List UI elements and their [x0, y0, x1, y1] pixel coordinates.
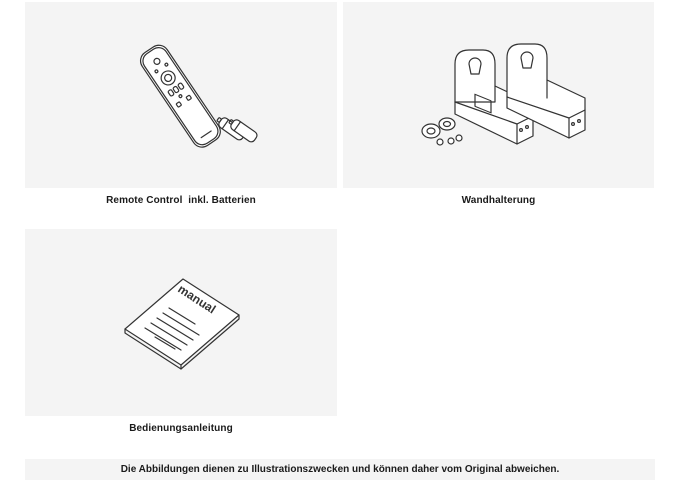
manual-caption: Bedienungsanleitung — [129, 423, 233, 434]
manual-booklet-icon — [25, 229, 337, 416]
disclaimer-note: Die Abbildungen dienen zu Illustrationszwecken und können daher vom Original abweichen. — [25, 459, 655, 480]
wall-mount-tile — [343, 2, 654, 188]
remote-control-tile — [25, 2, 337, 188]
remote-control-with-batteries-icon — [25, 2, 337, 188]
wall-mount-caption: Wandhalterung — [461, 195, 536, 206]
manual-tile — [25, 229, 337, 416]
manual-cover-text: manual — [175, 281, 219, 317]
remote-control-caption: Remote Control inkl. Batterien — [106, 195, 256, 206]
wall-mount-brackets-icon — [343, 2, 654, 188]
